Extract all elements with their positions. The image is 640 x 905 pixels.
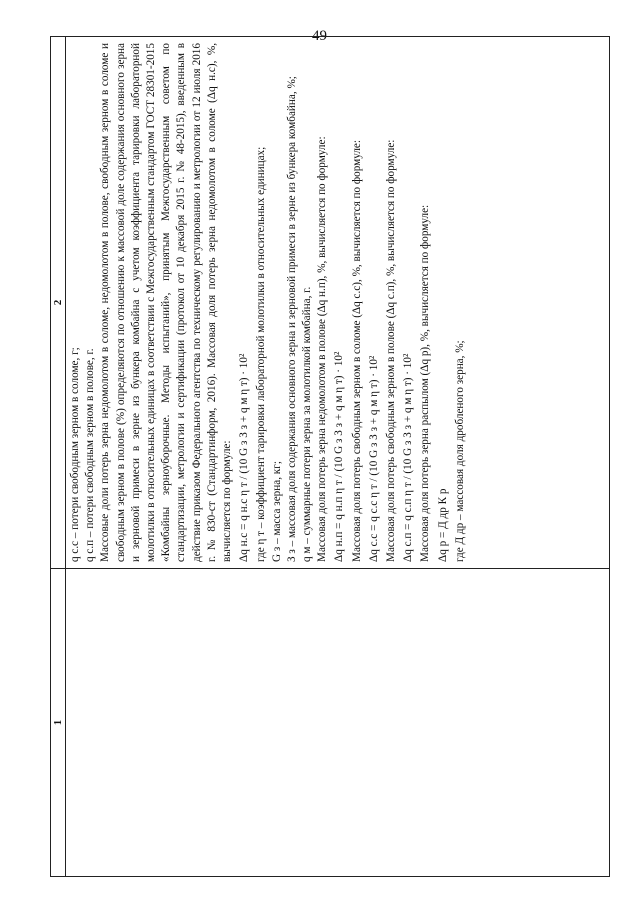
formula: Δq р = Д др К р [436,488,449,562]
text-line: Массовая доля потерь зерна недомолотом в полове (Δq н.п), %, вычисляется по формуле: [316,136,329,562]
text-line: Массовая доля потерь свободным зерном в соломе (Δq с.с), %, вычисляется по формуле: [350,139,363,562]
text-line: q м – суммарные потери зерна за молотилкой комбайна, г. [301,286,314,562]
body-row [66,37,610,877]
page-number: 49 [312,28,327,44]
text-line: q с.п – потери свободным зерном в полове, г. [84,348,97,562]
column-2-header: 2 [51,37,66,569]
column-1-header: 1 [51,569,66,877]
text-line: Массовая доля потерь свободным зерном в полове (Δq с.п), %, вычисляется по формуле: [385,139,398,562]
column-2-content [66,37,470,568]
column-2-cell [66,37,610,569]
header-row [51,37,66,877]
text-line: где Д др – массовая доля дробленого зерна, %; [453,340,466,562]
text-line: З з – массовая доля содержания основного зерна и зерновой примеси в зерне из бункера комбайна, %; [285,76,298,562]
text-line: G з – масса зерна, кг; [270,461,283,562]
formula: Δq н.с = q н.с η т / (10 G з З з + q м η т) · 10² [238,353,251,562]
formula: Δq н.п = q н.п η т / (10 G з З з + q м η т) · 10² [333,351,346,562]
text-line: Массовые доли потерь зерна недомолотом в соломе, недомолотом в полове, свободным зерном в соломе и свободным зерном в полове (%) определяются по отношению к массовой доле содержания основного зерна и зерновой примеси в зерне из бункера комбайна с учетом коэффициента тарировки лабораторной молотилки в относительных единицах в соответствии с Межгосударственным стандартом ГОСТ 28301-2015 «Комбайны зерноуборочные. Методы испытаний», принятым Межгосударственным советом по стандартизации, метрологии и сертификации (протокол от 10 декабря 2015 г. № 48-2015), введенным в действие приказом Федерального агентства по техническому регулированию и метрологии от 12 июля 2016 г. № 830-ст (Стандартинформ, 2016). Массовая доля потерь зерна недомолотом в соломе (Δq н.с), %, вычисляется по формуле: [99,43,234,562]
text-line: где η т – коэффициент тарировки лабораторной молотилки в относительных единицах; [255,146,268,562]
formula: Δq с.п = q с.п η т / (10 G з З з + q м η т) · 10² [402,353,415,562]
text-line: Массовая доля потерь зерна распылом (Δq р), %, вычисляется по формуле: [419,204,432,562]
column-1-cell [66,569,610,877]
text-line: q с.с – потери свободным зерном в соломе, г; [69,347,81,562]
rotated-table-container [50,37,610,877]
formula: Δq с.с = q с.с η т / (10 G з З з + q м η т) · 10² [367,355,380,562]
content-table [50,36,610,877]
